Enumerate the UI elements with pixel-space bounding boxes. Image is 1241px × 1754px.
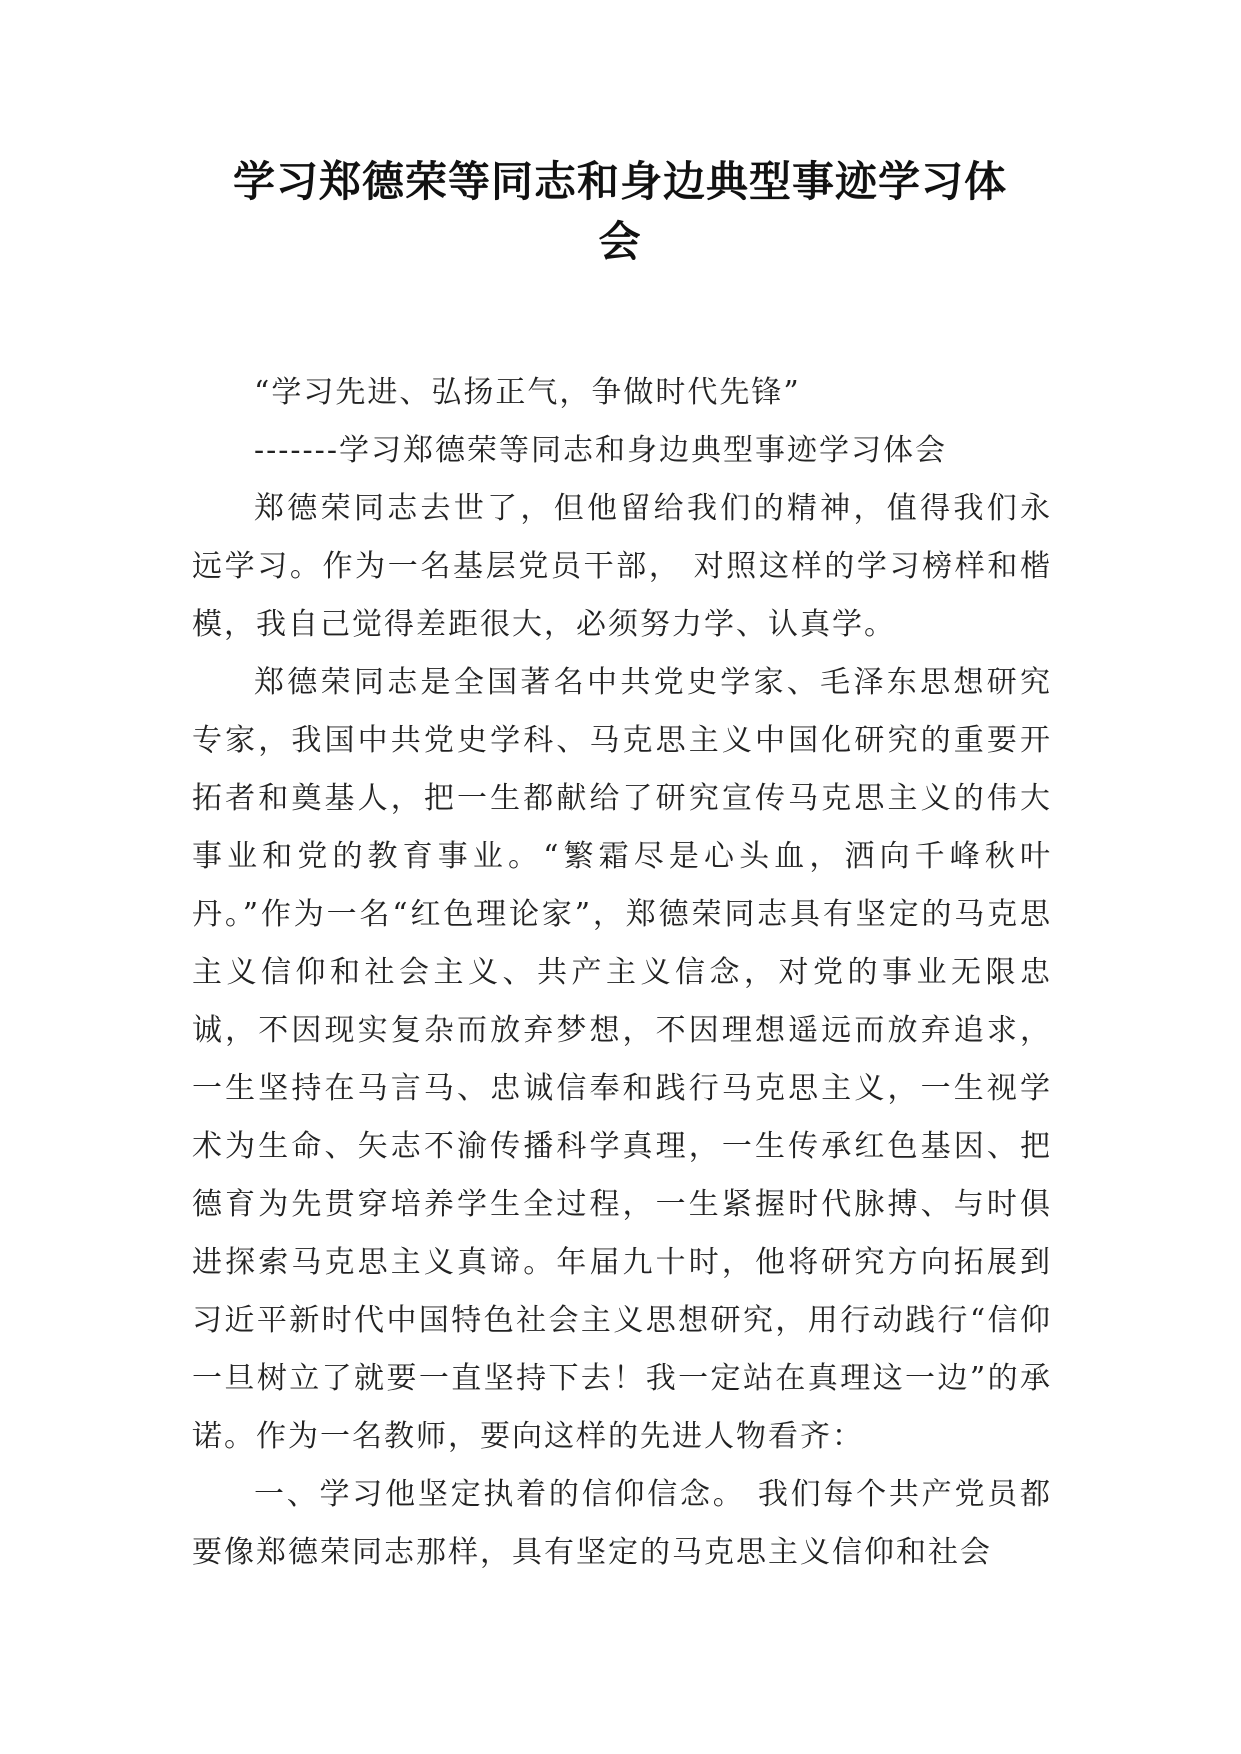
subtitle-source: -------学习郑德荣等同志和身边典型事迹学习体会 <box>254 433 947 468</box>
subtitle-quote: “学习先进、弘扬正气，争做时代先锋” <box>254 375 801 410</box>
document-title <box>180 152 1060 272</box>
paragraph: 郑德荣同志是全国著名中共党史学家、毛泽东思想研究专家，我国中共党史学科、马克思主义中国化研究的重要开拓者和奠基人，把一生都献给了研究宣传马克思主义的伟大事业和党的教育事业。“繁霜尽是心头血，洒向千峰秋叶丹。”作为一名“红色理论家”，郑德荣同志具有坚定的马克思主义信仰和社会主义、共产主义信念，对党的事业无限忠诚，不因现实复杂而放弃梦想，不因理想遥远而放弃追求，一生坚持在马言马、忠诚信奉和践行马克思主义，一生视学术为生命、矢志不渝传播科学真理，一生传承红色基因、把德育为先贯穿培养学生全过程，一生紧握时代脉搏、与时俱进探索马克思主义真谛。年届九十时，他将研究方向拓展到习近平新时代中国特色社会主义思想研究，用行动践行“信仰一旦树立了就要一直坚持下去！我一定站在真理这一边”的承诺。作为一名教师，要向这样的先进人物看齐： <box>192 665 1052 1454</box>
paragraph: 一、学习他坚定执着的信仰信念。 我们每个共产党员都要像郑德荣同志那样，具有坚定的马克思主义信仰和社会 <box>192 1477 1052 1570</box>
title-line-2: 会 <box>598 217 642 266</box>
title-line-1: 学习郑德荣等同志和身边典型事迹学习体 <box>232 157 1007 206</box>
document-body <box>192 364 1052 1582</box>
paragraph: 郑德荣同志去世了，但他留给我们的精神，值得我们永远学习。作为一名基层党员干部， 对照这样的学习榜样和楷模，我自己觉得差距很大，必须努力学、认真学。 <box>192 491 1052 642</box>
